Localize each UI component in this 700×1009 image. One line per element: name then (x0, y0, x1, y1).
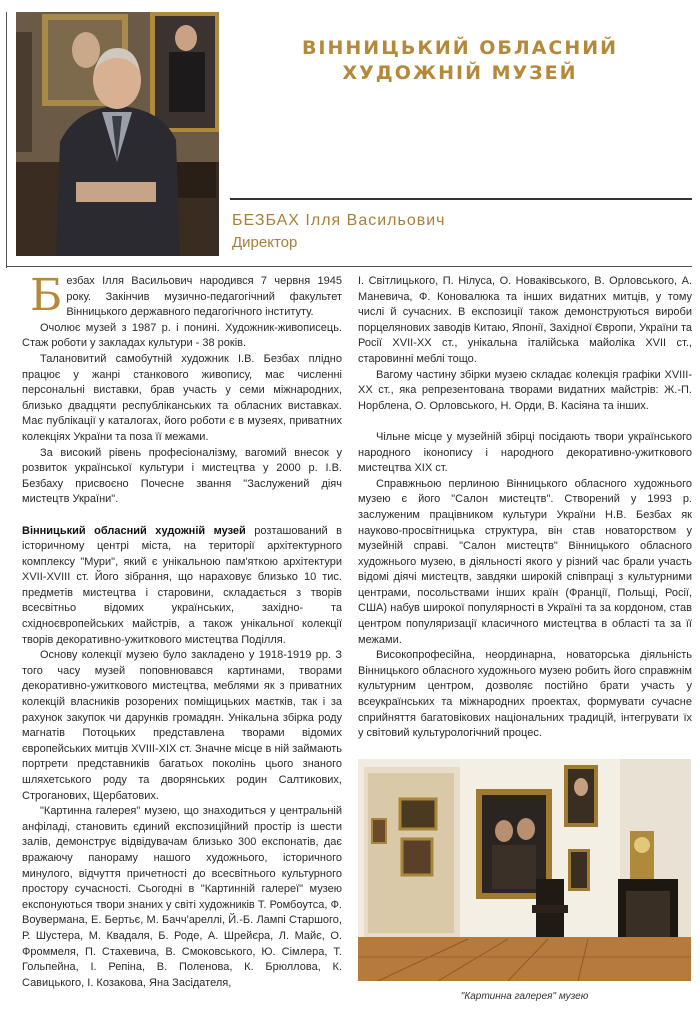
director-portrait-photo (16, 12, 219, 256)
museum-name-bold: Вінницький обласний художній музей (22, 524, 246, 537)
museum-title-line-2: ХУДОЖНІЙ МУЗЕЙ (342, 62, 578, 84)
header-bottom-rule (6, 266, 692, 267)
museum-title-line-1: ВІННИЦЬКИЙ ОБЛАСНИЙ (301, 37, 619, 59)
paragraph-bio-art: Талановитий самобутній художник І.В. Безбах плідно працює у жанрі станкового живопису, має численні персональні виставки, брав участь у семи міжнародних, близько двадцяти республіканських та обласних виставках. Має публікації у каталогах, його роботи є в музеях, приватних колекціях України та поза її межами. (22, 352, 342, 443)
paragraph-bio-award: За високий рівень професіоналізму, вагомий внесок у розвиток української культури і мистецтва у 2000 р. І.В. Безбаху присвоєно Почесне звання "Заслужений діяч мистецтв України". (22, 446, 342, 506)
header-vertical-rule (6, 12, 7, 268)
gallery-caption: "Картинна галерея" музею (460, 991, 589, 1002)
director-role: Директор (232, 234, 298, 251)
paragraph-picture-gallery: "Картинна галерея" музею, що знаходиться у центральній анфіладі, становить єдиний експозиційний простір із шести залів, демонструє відвідувачам близько 300 експонатів, дає вражаючу панораму нашого художнього, історичного минулого, відчуття причетності до всесвітнього культурного простору сучасності. Сьогодні в "Картинній галереї" музею експонуються твори знаних у світі художників Т. Ромбоутса, Ф. Воувермана, Е. Бертьє, М. Бачч'ареллі, Й.-Б. Лампі Старшого, Р. Шустера, М. Квадаля, Б. Роде, А. Шрейєра, Л. Майє, О. Фроммеля, П. Стахевича, В. Смоковського, Ю. Сімлера, Т. Гольпейна, І. Репіна, В. Поленова, К. Брюллова, К. Савицького, І. Козакова, Яна Засідателя, (22, 805, 342, 989)
paragraph-collection-history: Основу колекції музею було закладено у 1918-1919 рр. З того часу музей поповнювався картинами, творами декоративно-ужиткового мистецтва, меблями як з приватних колекцій власників розорених поміщицьких маєтків, так і за рахунок закупок чи дарунків громадян. Унікальна збірка роду магнатів Потоцьких представлена творами відомих європейських митців XVIII-XIX ст. Значне місце в ній займають портрети представників багатьох поколінь цього знаного шляхетського роду та дворянських родин Салтикових, Строганових, Щербатових. (22, 649, 342, 802)
right-column (358, 274, 692, 742)
paragraph-bio-intro (22, 270, 342, 321)
paragraph-graphics: Вагому частину збірки музею складає колекція графіки XVIII-XX ст., яка репрезентована творами видатних майстрів: Ж.-П. Норблена, О. Орловського, Н. Орди, В. Касіяна та інших. (358, 368, 692, 412)
director-name: БЕЗБАХ Ілля Васильович (232, 212, 446, 229)
drop-cap: Б (30, 270, 63, 321)
museum-title (230, 36, 690, 86)
paragraph-folk-art: Чільне місце у музейній збірці посідають твори українського народного іконопису і народного декоративно-ужиткового мистецтва XIX ст. (358, 430, 692, 475)
paragraph-art-salon: Справжньою перлиною Вінницького обласного художнього музею є його "Салон мистецтв". Створений у 1993 р. заслуженим працівником культури України Н.В. Безбах як науково-просвітницька структура, він став новаторством у музейній справі. "Салон мистецтв" Вінницького обласного художнього музею, в діяльності якого у різний час брали участь відомі діячі мистецтв, завдяки широкій співпраці з культурними центрами, посольствами інших країн (Франції, Польщі, Росії, США) набув широкої популярності в Україні та за кордоном, став центром популяризації класичного мистецтва в області та за її межами. (358, 477, 692, 646)
header-rule (230, 198, 692, 200)
paragraph-museum-intro (22, 524, 342, 649)
paragraph-text: розташований в історичному центрі міста, на території архітектурного комплексу "Мури", який є унікальною пам'яткою архітектури XVII-XVIII ст. Його зібрання, що нараховує близько 10 тис. предметів мистецтва і старовини, складається з творів всесвітньо відомих українських, західно- та східноєвропейських майстрів, а також унікальної колекції творів декоративно-ужиткового мистецтва Поділля. (22, 524, 342, 646)
paragraph-bio-career: Очолює музей з 1987 р. і понині. Художник-живописець. Стаж роботи у закладах культури - 38 років. (22, 321, 342, 350)
left-column (22, 270, 342, 991)
paragraph-conclusion: Високопрофесійна, неординарна, новаторська діяльність Вінницького обласного художнього музею робить його справжнім культурним центром, дозволяє постійно брати участь у всеукраїнських та міжнародних проектах, формувати сучасне сприйняття багатовікових національних традицій, інтегрувати їх у світовий культурологічний процес. (358, 649, 692, 740)
gallery-hall-photo (358, 759, 691, 981)
paragraph-text: езбах Ілля Васильович народився 7 червня 1945 року. Закінчив музично-педагогічний факультет Вінницького державного педагогічного інституту. (66, 275, 342, 319)
paragraph-artists-continued: І. Світлицького, П. Нілуса, О. Новаківського, В. Орловського, А. Маневича, Ф. Коновалюка та інших видатних митців, у тому числі й сучасних. В експозиції також демонструються вироби порцелянових заводів Китаю, Японії, Західної Європи, України та Росії XVII-XX ст., унікальна італійська майоліка XVII ст., старовинні меблі тощо. (358, 275, 692, 365)
